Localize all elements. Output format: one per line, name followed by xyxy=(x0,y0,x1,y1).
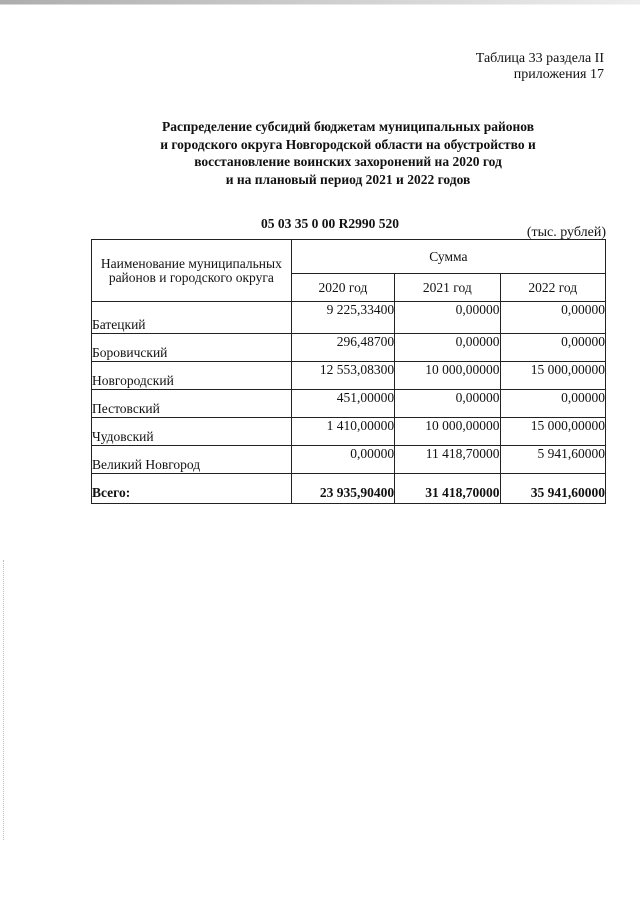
amount-2022: 0,00000 xyxy=(500,390,605,418)
table-row xyxy=(92,390,606,418)
district-name: Новгородский xyxy=(92,362,292,390)
amount-2021: 10 000,00000 xyxy=(395,362,500,390)
total-2020: 23 935,90400 xyxy=(291,474,394,504)
amount-2020: 9 225,33400 xyxy=(291,302,394,334)
amount-2021: 0,00000 xyxy=(395,302,500,334)
total-2022: 35 941,60000 xyxy=(500,474,605,504)
column-header-year: 2022 год xyxy=(500,274,605,302)
subsidy-table xyxy=(91,239,606,504)
title-line: Распределение субсидий бюджетам муниципальных районов xyxy=(161,119,535,134)
amount-2022: 0,00000 xyxy=(500,302,605,334)
units-label: (тыс. рублей) xyxy=(526,225,606,240)
district-name: Великий Новгород xyxy=(92,446,292,474)
table-row xyxy=(92,302,606,334)
amount-2022: 0,00000 xyxy=(500,334,605,362)
amount-2020: 451,00000 xyxy=(291,390,394,418)
column-header-year: 2021 год xyxy=(395,274,500,302)
amount-2020: 12 553,08300 xyxy=(291,362,394,390)
amount-2021: 0,00000 xyxy=(395,334,500,362)
amount-2022: 15 000,00000 xyxy=(500,362,605,390)
column-header-sum: Сумма xyxy=(291,240,605,274)
amount-2020: 296,48700 xyxy=(291,334,394,362)
table-header xyxy=(92,240,606,302)
scan-margin-marks xyxy=(3,560,6,840)
table-row xyxy=(92,334,606,362)
title-line: и городского округа Новгородской области на обустройство и xyxy=(160,136,536,152)
table-reference-line: Таблица 33 раздела II xyxy=(475,51,604,66)
title-line: восстановление воинских захоронений на 2020 год xyxy=(194,154,502,169)
district-name: Боровичский xyxy=(92,334,292,362)
amount-2021: 10 000,00000 xyxy=(395,418,500,446)
amount-2020: 1 410,00000 xyxy=(291,418,394,446)
table-body xyxy=(92,302,606,504)
amount-2021: 0,00000 xyxy=(395,390,500,418)
appendix-reference-line: приложения 17 xyxy=(513,67,604,82)
scan-edge-shadow xyxy=(0,4,640,5)
column-header-name: Наименование муниципальных районов и городского округа xyxy=(92,240,292,302)
table-row xyxy=(92,362,606,390)
total-label: Всего: xyxy=(92,474,292,504)
table-row xyxy=(92,446,606,474)
amount-2022: 5 941,60000 xyxy=(500,446,605,474)
district-name: Пестовский xyxy=(92,390,292,418)
total-2021: 31 418,70000 xyxy=(395,474,500,504)
title-line: и на плановый период 2021 и 2022 годов xyxy=(225,171,471,187)
amount-2020: 0,00000 xyxy=(291,446,394,474)
amount-2021: 11 418,70000 xyxy=(395,446,500,474)
total-row xyxy=(92,474,606,504)
budget-classification-code: 05 03 35 0 00 R2990 520 xyxy=(261,216,399,231)
district-name: Чудовский xyxy=(92,418,292,446)
document-title xyxy=(108,118,588,188)
column-header-year: 2020 год xyxy=(291,274,394,302)
district-name: Батецкий xyxy=(92,302,292,334)
amount-2022: 15 000,00000 xyxy=(500,418,605,446)
table-reference-note xyxy=(476,51,604,83)
table-row xyxy=(92,418,606,446)
